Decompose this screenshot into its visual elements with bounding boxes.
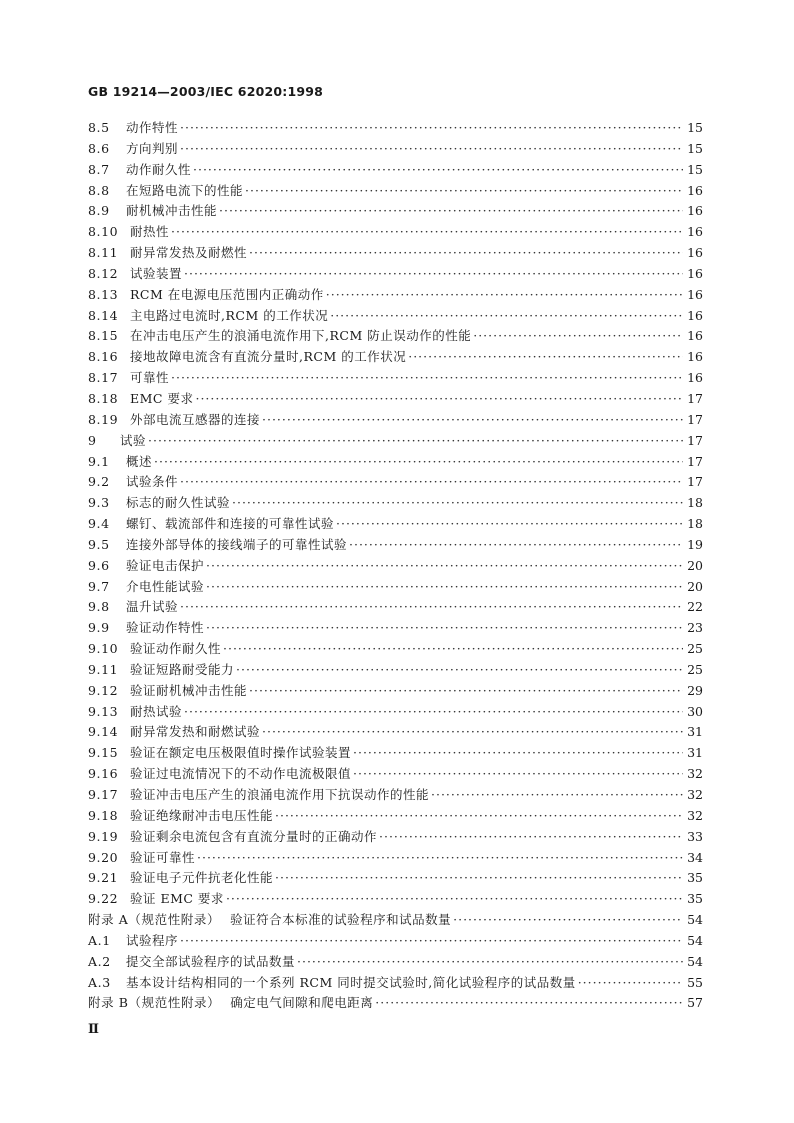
toc-number: 附录 B（规范性附录） <box>88 995 221 1011</box>
toc-row[interactable] <box>88 577 703 598</box>
toc-title: 验证剩余电流包含有直流分量时的正确动作 <box>130 828 378 844</box>
toc-number: 9.12 <box>88 682 119 698</box>
toc-title: 方向判别 <box>126 140 179 156</box>
toc-leader-dots <box>453 910 683 931</box>
toc-title: 介电性能试验 <box>126 578 205 594</box>
toc-page-number: 55 <box>687 974 703 990</box>
toc-row[interactable] <box>88 993 703 1014</box>
toc-page-number: 16 <box>687 328 703 344</box>
toc-title: 验证绝缘耐冲击电压性能 <box>130 807 274 823</box>
toc-leader-dots <box>349 535 683 556</box>
toc-title: 螺钉、载流部件和连接的可靠性试验 <box>126 516 335 532</box>
toc-row[interactable] <box>88 889 703 910</box>
toc-row[interactable] <box>88 764 703 785</box>
toc-page-number: 16 <box>687 349 703 365</box>
toc-page-number: 23 <box>687 620 703 636</box>
toc-page-number: 15 <box>687 140 703 156</box>
toc-page-number: 16 <box>687 203 703 219</box>
toc-row[interactable] <box>88 973 703 994</box>
toc-leader-dots <box>353 764 683 785</box>
toc-leader-dots <box>223 639 683 660</box>
toc-page-number: 20 <box>687 578 703 594</box>
toc-number: 9.2 <box>88 474 110 490</box>
toc-page-number: 15 <box>687 161 703 177</box>
toc-title: 连接外部导体的接线端子的可靠性试验 <box>126 536 348 552</box>
toc-page-number: 17 <box>687 474 703 490</box>
toc-title: 验证 EMC 要求 <box>130 891 224 907</box>
toc-leader-dots <box>249 681 683 702</box>
toc-leader-dots <box>275 868 683 889</box>
toc-title: 动作耐久性 <box>126 161 192 177</box>
toc-number: 9.8 <box>88 599 110 615</box>
toc-page-number: 31 <box>687 724 703 740</box>
toc-row[interactable] <box>88 952 703 973</box>
toc-title: 确定电气间隙和爬电距离 <box>230 995 374 1011</box>
toc-page-number: 16 <box>687 370 703 386</box>
toc-row[interactable] <box>88 806 703 827</box>
toc-row[interactable] <box>88 493 703 514</box>
toc-title: 试验 <box>120 432 147 448</box>
toc-title: 验证电击保护 <box>126 557 205 573</box>
toc-leader-dots <box>206 556 683 577</box>
toc-row[interactable] <box>88 910 703 931</box>
toc-number: 9.4 <box>88 516 110 532</box>
toc-number: 8.6 <box>88 140 110 156</box>
toc-page-number: 16 <box>687 265 703 281</box>
toc-number: 8.17 <box>88 370 119 386</box>
toc-page-number: 34 <box>687 849 703 865</box>
toc-row[interactable] <box>88 118 703 139</box>
toc-number: 9.15 <box>88 745 119 761</box>
toc-row[interactable] <box>88 681 703 702</box>
toc-leader-dots <box>206 618 683 639</box>
toc-leader-dots <box>195 389 683 410</box>
toc-leader-dots <box>184 702 683 723</box>
toc-leader-dots <box>180 931 683 952</box>
toc-page-number: 54 <box>687 912 703 928</box>
toc-row[interactable] <box>88 306 703 327</box>
toc-title: 验证在额定电压极限值时操作试验装置 <box>130 745 352 761</box>
toc-title: 外部电流互感器的连接 <box>130 411 261 427</box>
toc-title: 验证符合本标准的试验程序和试品数量 <box>230 912 452 928</box>
toc-title: 标志的耐久性试验 <box>126 495 231 511</box>
toc-row[interactable] <box>88 243 703 264</box>
toc-number: 9.13 <box>88 703 119 719</box>
toc-title: 可靠性 <box>130 370 170 386</box>
toc-number: 附录 A（规范性附录） <box>88 912 221 928</box>
toc-number: 9.22 <box>88 891 119 907</box>
toc-title: 验证耐机械冲击性能 <box>130 682 248 698</box>
toc-row[interactable] <box>88 514 703 535</box>
toc-leader-dots <box>184 264 683 285</box>
toc-row[interactable] <box>88 827 703 848</box>
toc-title: 试验装置 <box>130 265 183 281</box>
toc-number: 8.9 <box>88 203 110 219</box>
toc-row[interactable] <box>88 410 703 431</box>
toc-row[interactable] <box>88 722 703 743</box>
toc-row[interactable] <box>88 556 703 577</box>
toc-number: 8.11 <box>88 245 119 261</box>
toc-leader-dots <box>297 952 683 973</box>
toc-number: A.2 <box>88 953 111 969</box>
toc-number: 9.19 <box>88 828 119 844</box>
toc-page-number: 16 <box>687 307 703 323</box>
toc-number: 9.14 <box>88 724 119 740</box>
toc-leader-dots <box>326 285 683 306</box>
toc-page-number: 17 <box>687 390 703 406</box>
toc-page-number: 33 <box>687 828 703 844</box>
toc-page-number: 16 <box>687 286 703 302</box>
toc-number: 9.21 <box>88 870 119 886</box>
toc-leader-dots <box>180 118 683 139</box>
toc-row[interactable] <box>88 848 703 869</box>
toc-row[interactable] <box>88 264 703 285</box>
toc-page-number: 18 <box>687 495 703 511</box>
toc-number: 9.18 <box>88 807 119 823</box>
toc-row[interactable] <box>88 139 703 160</box>
toc-number: 8.15 <box>88 328 119 344</box>
toc-number: 8.14 <box>88 307 119 323</box>
toc-title: 在短路电流下的性能 <box>126 182 244 198</box>
toc-leader-dots <box>180 597 683 618</box>
toc-title: 提交全部试验程序的试品数量 <box>126 953 296 969</box>
toc-row[interactable] <box>88 389 703 410</box>
toc-title: 耐异常发热和耐燃试验 <box>130 724 261 740</box>
toc-title: 验证动作耐久性 <box>130 641 222 657</box>
toc-title: 耐异常发热及耐燃性 <box>130 245 248 261</box>
toc-row[interactable] <box>88 535 703 556</box>
toc-page-number: 22 <box>687 599 703 615</box>
toc-row[interactable] <box>88 743 703 764</box>
toc-title: 验证电子元件抗老化性能 <box>130 870 274 886</box>
toc-leader-dots <box>148 431 683 452</box>
toc-leader-dots <box>336 514 683 535</box>
toc-page-number: 25 <box>687 661 703 677</box>
toc-row[interactable] <box>88 368 703 389</box>
toc-row[interactable] <box>88 347 703 368</box>
toc-row[interactable] <box>88 618 703 639</box>
toc-number: 9.9 <box>88 620 110 636</box>
toc-leader-dots <box>226 889 683 910</box>
toc-title: 试验程序 <box>126 932 179 948</box>
toc-leader-dots <box>408 347 683 368</box>
toc-leader-dots <box>171 222 683 243</box>
toc-leader-dots <box>180 472 683 493</box>
toc-number: 9.11 <box>88 661 119 677</box>
toc-page-number: 17 <box>687 453 703 469</box>
toc-leader-dots <box>431 785 683 806</box>
toc-number: 8.19 <box>88 411 119 427</box>
toc-row[interactable] <box>88 181 703 202</box>
toc-row[interactable] <box>88 931 703 952</box>
toc-leader-dots <box>330 306 683 327</box>
toc-leader-dots <box>236 660 683 681</box>
toc-title: 耐机械冲击性能 <box>126 203 218 219</box>
toc-row[interactable] <box>88 597 703 618</box>
toc-row[interactable] <box>88 222 703 243</box>
toc-page-number: 17 <box>687 411 703 427</box>
toc-page-number: 35 <box>687 891 703 907</box>
toc-leader-dots <box>262 722 683 743</box>
toc-title: 耐热性 <box>130 224 170 240</box>
toc-page-number: 16 <box>687 245 703 261</box>
toc-number: 9.6 <box>88 557 110 573</box>
toc-row[interactable] <box>88 431 703 452</box>
toc-number: 8.16 <box>88 349 119 365</box>
toc-number: 9.10 <box>88 641 119 657</box>
toc-number: 8.7 <box>88 161 110 177</box>
toc-number: 9.5 <box>88 536 110 552</box>
toc-number: 9 <box>88 432 97 448</box>
toc-title: 试验条件 <box>126 474 179 490</box>
toc-number: 8.10 <box>88 224 119 240</box>
toc-title: 验证动作特性 <box>126 620 205 636</box>
toc-title: 验证可靠性 <box>130 849 196 865</box>
toc-leader-dots <box>171 368 683 389</box>
toc-leader-dots <box>375 993 683 1014</box>
toc-title: 验证短路耐受能力 <box>130 661 235 677</box>
toc-leader-dots <box>154 452 683 473</box>
toc-leader-dots <box>245 181 683 202</box>
toc-leader-dots <box>379 827 683 848</box>
toc-title: EMC 要求 <box>130 390 194 406</box>
toc-title: 基本设计结构相同的一个系列 RCM 同时提交试验时,简化试验程序的试品数量 <box>126 974 576 990</box>
toc-page-number: 15 <box>687 120 703 135</box>
toc-row[interactable] <box>88 702 703 723</box>
toc-row[interactable] <box>88 639 703 660</box>
toc-row[interactable] <box>88 660 703 681</box>
toc-page-number: 19 <box>687 536 703 552</box>
toc-page-number: 30 <box>687 703 703 719</box>
toc-row[interactable] <box>88 160 703 181</box>
toc-title: 验证冲击电压产生的浪涌电流作用下抗误动作的性能 <box>130 787 430 802</box>
toc-row[interactable] <box>88 785 703 806</box>
toc-page-number: 18 <box>687 516 703 532</box>
toc-number: 8.13 <box>88 286 119 302</box>
toc-row[interactable] <box>88 452 703 473</box>
toc-leader-dots <box>193 160 683 181</box>
toc-number: 8.12 <box>88 265 119 281</box>
toc-page-number: 31 <box>687 745 703 761</box>
toc-page-number: 54 <box>687 953 703 969</box>
toc-leader-dots <box>473 326 683 347</box>
toc-number: 8.18 <box>88 390 119 406</box>
toc-number: 8.5 <box>88 120 110 135</box>
toc-page-number: 17 <box>687 432 703 448</box>
toc-title: 主电路过电流时,RCM 的工作状况 <box>130 307 329 323</box>
toc-page-number: 20 <box>687 557 703 573</box>
toc-number: 8.8 <box>88 182 110 198</box>
toc-number: 9.16 <box>88 766 119 782</box>
toc-number: 9.20 <box>88 849 119 865</box>
toc-number: 9.1 <box>88 453 110 469</box>
toc-title: 在冲击电压产生的浪涌电流作用下,RCM 防止误动作的性能 <box>130 328 472 344</box>
toc-leader-dots <box>249 243 683 264</box>
toc-leader-dots <box>197 848 683 869</box>
toc-leader-dots <box>353 743 683 764</box>
toc-row[interactable] <box>88 472 703 493</box>
toc-number: 9.17 <box>88 787 119 802</box>
toc-leader-dots <box>262 410 683 431</box>
toc-title: 耐热试验 <box>130 703 183 719</box>
toc-number: 9.3 <box>88 495 110 511</box>
toc-number: 9.7 <box>88 578 110 594</box>
toc-row[interactable] <box>88 868 703 889</box>
toc-page-number: 32 <box>687 766 703 782</box>
toc-title: 动作特性 <box>126 120 179 135</box>
toc-leader-dots <box>219 201 683 222</box>
toc-title: 验证过电流情况下的不动作电流极限值 <box>130 766 352 782</box>
standard-code-header: GB 19214—2003/IEC 62020:1998 <box>88 84 324 99</box>
toc-page-number: 32 <box>687 807 703 823</box>
table-of-contents <box>88 118 703 1014</box>
toc-number: A.1 <box>88 932 111 948</box>
toc-leader-dots <box>206 577 683 598</box>
toc-title: RCM 在电源电压范围内正确动作 <box>130 286 324 302</box>
toc-page-number: 29 <box>687 682 703 698</box>
toc-title: 接地故障电流含有直流分量时,RCM 的工作状况 <box>130 349 407 365</box>
toc-leader-dots <box>232 493 683 514</box>
toc-row[interactable] <box>88 285 703 306</box>
toc-row[interactable] <box>88 326 703 347</box>
toc-page-number: 57 <box>687 995 703 1011</box>
toc-page-number: 25 <box>687 641 703 657</box>
toc-leader-dots <box>578 973 683 994</box>
toc-page-number: 35 <box>687 870 703 886</box>
toc-leader-dots <box>275 806 683 827</box>
toc-title: 概述 <box>126 453 153 469</box>
page-number-roman: Ⅱ <box>88 1022 99 1037</box>
toc-page-number: 32 <box>687 787 703 802</box>
toc-row[interactable] <box>88 201 703 222</box>
toc-page-number: 16 <box>687 182 703 198</box>
toc-number: A.3 <box>88 974 111 990</box>
toc-page-number: 54 <box>687 932 703 948</box>
toc-leader-dots <box>180 139 683 160</box>
toc-title: 温升试验 <box>126 599 179 615</box>
toc-page-number: 16 <box>687 224 703 240</box>
